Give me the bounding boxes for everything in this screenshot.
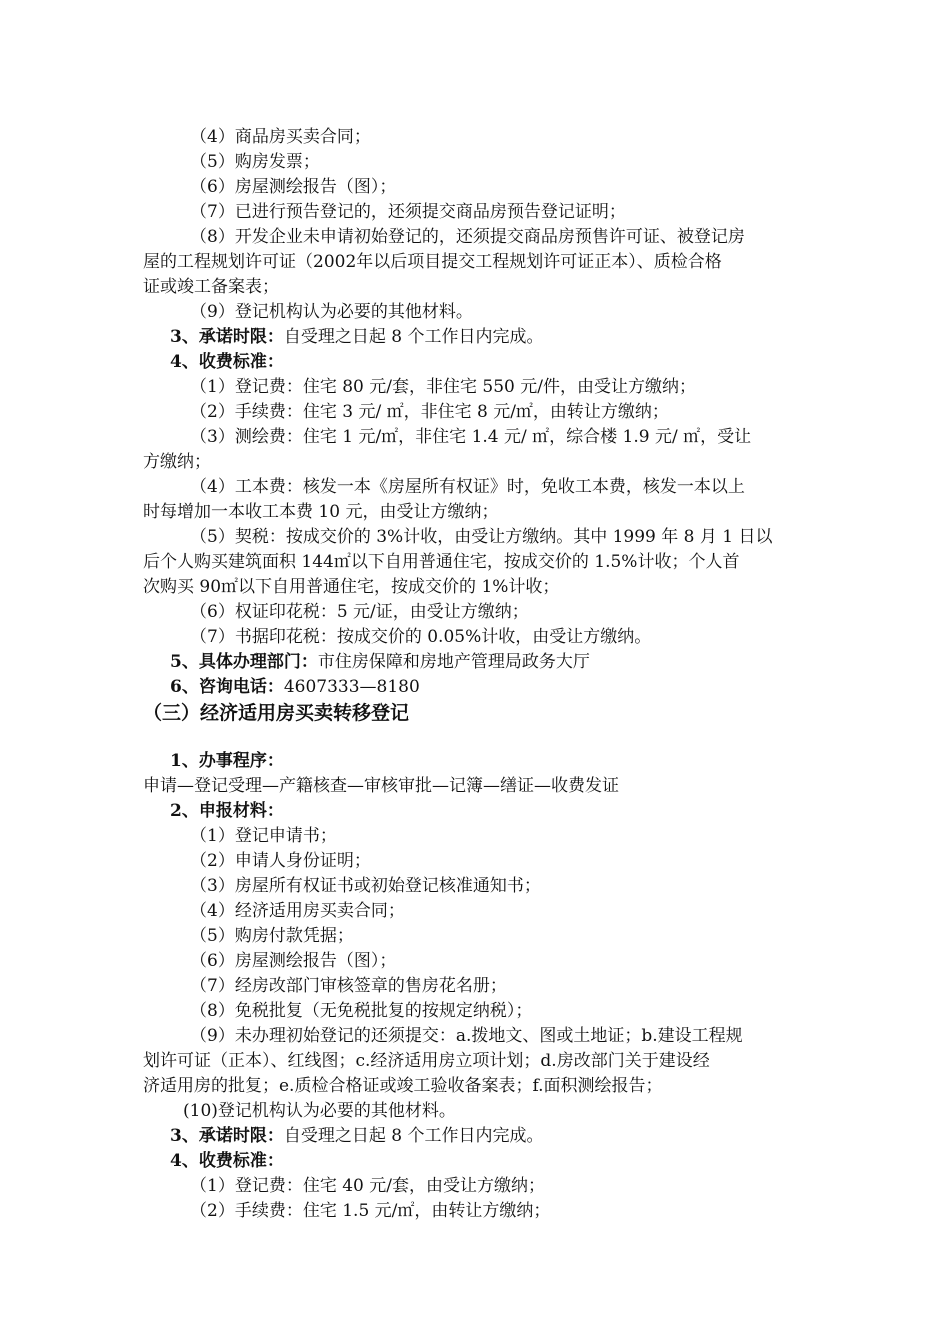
text-line: 屋的工程规划许可证（2002年以后项目提交工程规划许可证正本）、质检合格 (143, 252, 722, 272)
promise-line (170, 327, 543, 347)
promise-line (170, 1126, 543, 1146)
promise-label: 3、承诺时限： (170, 327, 284, 347)
material-line: (10)登记机构认为必要的其他材料。 (183, 1101, 456, 1121)
fee-line: 时每增加一本收工本费 10 元，由受让方缴纳； (143, 502, 499, 522)
fee-line: （7）书据印花税：按成交价的 0.05%计收，由受让方缴纳。 (190, 627, 652, 647)
fee-line: （2）手续费：住宅 1.5 元/㎡，由转让方缴纳； (190, 1201, 551, 1221)
fee-line: （2）手续费：住宅 3 元/ ㎡，非住宅 8 元/㎡，由转让方缴纳； (190, 402, 669, 422)
fee-line: （3）测绘费：住宅 1 元/㎡，非住宅 1.4 元/ ㎡，综合楼 1.9 元/ ㎡，受让 (190, 427, 752, 447)
dept-line (170, 652, 590, 672)
material-line: （9）未办理初始登记的还须提交：a.拨地文、图或土地证；b.建设工程规 (190, 1026, 743, 1046)
material-line: （3）房屋所有权证书或初始登记核准通知书； (190, 876, 541, 896)
material-line: （7）经房改部门审核签章的售房花名册； (190, 976, 507, 996)
material-line: （6）房屋测绘报告（图）； (190, 951, 397, 971)
material-line: 济适用房的批复；e.质检合格证或竣工验收备案表；f.面积测绘报告； (143, 1076, 663, 1096)
text-line: （7）已进行预告登记的，还须提交商品房预告登记证明； (190, 202, 626, 222)
text-line: （6）房屋测绘报告（图）； (190, 177, 397, 197)
fee-line: （1）登记费：住宅 40 元/套，由受让方缴纳； (190, 1176, 545, 1196)
fee-line: （1）登记费：住宅 80 元/套，非住宅 550 元/件，由受让方缴纳； (190, 377, 696, 397)
material-line: （2）申请人身份证明； (190, 851, 371, 871)
phone-text: 4607333—8180 (283, 677, 420, 697)
fee-line: （6）权证印花税：5 元/证，由受让方缴纳； (190, 602, 529, 622)
section-title: （三）经济适用房买卖转移登记 (143, 702, 410, 724)
dept-text: 市住房保障和房地产管理局政务大厅 (317, 652, 590, 672)
material-line: （1）登记申请书； (190, 826, 337, 846)
fee-line: 后个人购买建筑面积 144㎡以下自用普通住宅，按成交价的 1.5%计收；个人首 (143, 552, 740, 572)
fee-line: （5）契税：按成交价的 3%计收，由受让方缴纳。其中 1999 年 8 月 1 日以 (190, 527, 773, 547)
text-line: （9）登记机构认为必要的其他材料。 (190, 302, 473, 322)
fee-line: 次购买 90㎡以下自用普通住宅，按成交价的 1%计收； (143, 577, 560, 597)
text-line: （8）开发企业未申请初始登记的，还须提交商品房预售许可证、被登记房 (190, 227, 745, 247)
promise-label: 3、承诺时限： (170, 1126, 284, 1146)
material-line: （5）购房付款凭据； (190, 926, 354, 946)
phone-label: 6、咨询电话： (170, 677, 284, 697)
material-line: 划许可证（正本）、红线图；c.经济适用房立项计划；d.房改部门关于建设经 (143, 1051, 710, 1071)
fee-line: 方缴纳； (143, 452, 211, 472)
material-line: （8）免税批复（无免税批复的按规定纳税）； (190, 1001, 533, 1021)
material-line: （4）经济适用房买卖合同； (190, 901, 405, 921)
fee-heading: 4、收费标准： (170, 352, 284, 372)
phone-line (170, 677, 420, 697)
text-line: （4）商品房买卖合同； (190, 127, 371, 147)
text-line: （5）购房发票； (190, 152, 320, 172)
fee-heading: 4、收费标准： (170, 1151, 284, 1171)
promise-text: 自受理之日起 8 个工作日内完成。 (283, 327, 544, 347)
procedure-text: 申请—登记受理—产籍核查—审核审批—记簿—缮证—收费发证 (143, 776, 619, 796)
fee-line: （4）工本费：核发一本《房屋所有权证》时，免收工本费，核发一本以上 (190, 477, 745, 497)
dept-label: 5、具体办理部门： (170, 652, 318, 672)
materials-heading: 2、申报材料： (170, 801, 284, 821)
procedure-heading: 1、办事程序： (170, 751, 284, 771)
promise-text: 自受理之日起 8 个工作日内完成。 (283, 1126, 544, 1146)
text-line: 证或竣工备案表； (143, 277, 279, 297)
